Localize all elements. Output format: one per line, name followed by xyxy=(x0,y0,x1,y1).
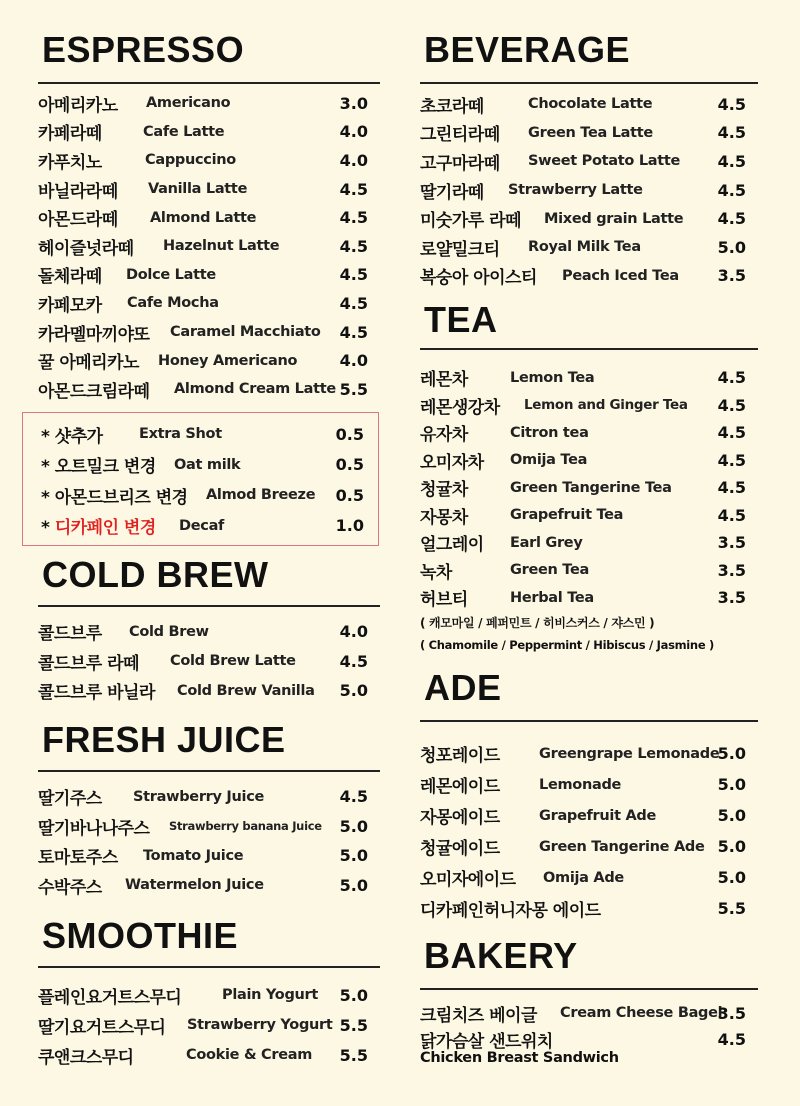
section-title: BEVERAGE xyxy=(424,29,631,70)
item-price: 4.5 xyxy=(339,208,368,228)
item-english: Almond Latte xyxy=(150,209,257,226)
item-korean: 허브티 xyxy=(420,590,468,611)
item-korean: 아몬드라떼 xyxy=(38,210,118,231)
menu-item xyxy=(420,262,758,291)
extras-box xyxy=(22,412,379,546)
item-korean: 고구마라떼 xyxy=(420,153,500,174)
item-price: 4.5 xyxy=(717,1029,746,1049)
item-korean: 딸기주스 xyxy=(38,789,102,810)
item-english: Royal Milk Tea xyxy=(528,239,641,256)
item-english: Honey Americano xyxy=(158,352,298,369)
item-english: Citron tea xyxy=(510,424,589,441)
item-korean: 딸기바나나주스 xyxy=(38,818,150,839)
item-korean: 콜드브루 xyxy=(38,624,102,645)
item-price: 4.5 xyxy=(717,151,746,171)
menu-item xyxy=(38,175,380,204)
item-english: Lemon Tea xyxy=(510,369,595,386)
item-english: Cafe Mocha xyxy=(127,295,219,312)
item-english: Cold Brew xyxy=(129,623,209,640)
menu-item xyxy=(420,502,758,530)
menu-item xyxy=(420,447,758,475)
item-korean: 녹차 xyxy=(420,562,452,583)
item-price: 3.5 xyxy=(717,266,746,286)
item-korean: 청포레이드 xyxy=(420,746,500,766)
item-english: Sweet Potato Latte xyxy=(528,153,681,170)
item-prefix: * xyxy=(41,518,55,539)
section-title: COLD BREW xyxy=(42,554,269,595)
item-english: Cappuccino xyxy=(145,152,236,169)
item-korean: 바닐라라떼 xyxy=(38,181,118,202)
beverage-section xyxy=(420,28,758,290)
item-english: Cream Cheese Bagel xyxy=(560,1005,723,1021)
item-price: 5.0 xyxy=(339,681,368,701)
item-korean: 초코라떼 xyxy=(420,96,484,117)
item-korean: 아몬드크림라떼 xyxy=(38,381,150,402)
item-korean: 얼그레이 xyxy=(420,535,484,556)
menu-item xyxy=(38,375,380,404)
item-price: 5.0 xyxy=(717,744,746,763)
item-english: Earl Grey xyxy=(510,534,583,551)
item-korean: 레몬차 xyxy=(420,370,468,391)
item-english: Caramel Macchiato xyxy=(170,324,321,341)
menu-item xyxy=(420,831,758,862)
item-korean: 콜드브루 바닐라 xyxy=(38,683,155,704)
menu-item xyxy=(38,1010,380,1040)
menu-item xyxy=(420,90,758,119)
item-korean: 토마토주스 xyxy=(38,848,118,869)
ade-section xyxy=(420,666,758,924)
item-english: Green Tangerine Ade xyxy=(539,838,705,855)
item-english: Green Tea Latte xyxy=(528,124,653,141)
item-english: Grapefruit Ade xyxy=(539,807,657,824)
herbal-options-english: ( Chamomile / Peppermint / Hibiscus / Jasmine ) xyxy=(420,637,714,652)
menu-item xyxy=(38,318,380,347)
menu-item xyxy=(38,118,380,147)
item-price: 4.0 xyxy=(339,622,368,642)
item-english: Strawberry Juice xyxy=(133,788,265,805)
menu-item xyxy=(420,119,758,148)
item-price: 0.5 xyxy=(335,424,364,444)
item-korean: 미숫가루 라떼 xyxy=(420,211,521,232)
item-english: Cold Brew Latte xyxy=(170,653,296,670)
item-english: Green Tea xyxy=(510,562,589,579)
item-price: 4.5 xyxy=(339,179,368,199)
item-price: 1.0 xyxy=(335,516,364,536)
menu-item xyxy=(420,364,758,392)
item-korean: 아메리카노 xyxy=(38,95,118,116)
item-korean: 헤이즐넛라떼 xyxy=(38,238,134,259)
item-price: 4.0 xyxy=(339,122,368,142)
smoothie-section xyxy=(38,914,380,1070)
item-price: 5.0 xyxy=(339,816,368,836)
item-price: 0.5 xyxy=(335,455,364,475)
menu-item xyxy=(38,146,380,175)
menu-item xyxy=(38,617,380,647)
item-price: 5.0 xyxy=(717,237,746,257)
tea-section xyxy=(420,298,758,656)
item-english: Greengrape Lemonade xyxy=(539,745,720,762)
item-korean: 로얄밀크티 xyxy=(420,239,500,260)
item-english: Hazelnut Latte xyxy=(163,238,280,255)
menu-item xyxy=(38,812,380,842)
item-korean: 크림치즈 베이글 xyxy=(420,1005,537,1026)
item-english: Strawberry Latte xyxy=(508,182,643,199)
menu-item xyxy=(420,529,758,557)
menu-item xyxy=(38,980,380,1010)
fresh-juice-section xyxy=(38,718,380,900)
item-price: 5.5 xyxy=(339,1045,368,1065)
menu-item xyxy=(38,647,380,677)
item-korean: 오미자에이드 xyxy=(420,870,516,890)
menu-item xyxy=(420,147,758,176)
item-english: Lemonade xyxy=(539,776,622,793)
item-korean: 디카페인 변경 xyxy=(54,518,156,539)
section-title: SMOOTHIE xyxy=(42,915,239,956)
item-price: 4.5 xyxy=(339,322,368,342)
item-english: Grapefruit Tea xyxy=(510,507,624,524)
menu-item xyxy=(38,676,380,706)
menu-item xyxy=(420,998,758,1028)
item-price: 4.5 xyxy=(717,180,746,200)
item-price: 4.5 xyxy=(339,293,368,313)
item-korean: 꿀 아메리카노 xyxy=(38,353,139,374)
item-english: Green Tangerine Tea xyxy=(510,479,672,496)
item-price: 4.5 xyxy=(717,123,746,143)
item-price: 4.5 xyxy=(339,651,368,671)
item-price: 5.5 xyxy=(339,1015,368,1035)
item-english: Almond Cream Latte xyxy=(174,381,336,398)
menu-item xyxy=(38,871,380,901)
menu-item xyxy=(38,346,380,375)
item-price: 3.5 xyxy=(717,588,746,608)
item-english: Peach Iced Tea xyxy=(562,267,679,284)
item-english: Mixed grain Latte xyxy=(544,210,684,227)
item-english: Vanilla Latte xyxy=(148,181,248,198)
item-price: 5.5 xyxy=(717,899,746,918)
item-korean: 복숭아 아이스티 xyxy=(420,268,537,289)
item-english: Strawberry banana Juice xyxy=(169,819,322,834)
menu-item xyxy=(420,584,758,612)
item-price: 5.0 xyxy=(717,837,746,856)
menu-item xyxy=(38,203,380,232)
item-korean: 레몬에이드 xyxy=(420,777,500,797)
menu-item xyxy=(420,474,758,502)
item-price: 0.5 xyxy=(335,485,364,505)
cold-brew-section xyxy=(38,553,380,706)
item-price: 4.5 xyxy=(717,94,746,114)
item-english: Lemon and Ginger Tea xyxy=(524,397,688,414)
menu-item xyxy=(420,419,758,447)
item-price: 4.5 xyxy=(717,395,746,415)
item-korean: 자몽차 xyxy=(420,507,468,528)
item-korean: * 아몬드브리즈 변경 xyxy=(41,487,188,508)
espresso-section xyxy=(38,28,380,404)
item-english: Watermelon Juice xyxy=(125,877,264,894)
menu-item xyxy=(38,232,380,261)
item-korean: 카페라떼 xyxy=(38,124,102,145)
item-korean: 디카페인허니자몽 에이드 xyxy=(420,901,601,921)
item-korean: 카페모카 xyxy=(38,295,102,316)
item-price: 4.5 xyxy=(717,368,746,388)
item-korean: 딸기요거트스무디 xyxy=(38,1017,166,1038)
item-english: Strawberry Yogurt xyxy=(187,1017,333,1033)
item-english: Omija Ade xyxy=(543,869,624,886)
item-price: 4.5 xyxy=(717,209,746,229)
item-korean: 오미자차 xyxy=(420,452,484,473)
extra-item xyxy=(23,480,378,511)
item-price: 5.5 xyxy=(339,379,368,399)
bakery-section xyxy=(420,934,758,1066)
item-korean: 콜드브루 라떼 xyxy=(38,653,139,674)
menu-item xyxy=(38,782,380,812)
item-english: Decaf xyxy=(179,517,225,534)
item-korean: 수박주스 xyxy=(38,877,102,898)
item-english: Almod Breeze xyxy=(206,487,316,504)
item-english: Herbal Tea xyxy=(510,589,594,606)
item-price: 5.0 xyxy=(717,868,746,887)
item-english: Cold Brew Vanilla xyxy=(177,682,315,699)
item-english: Americano xyxy=(146,95,231,112)
section-title: ADE xyxy=(424,667,502,708)
item-korean: 청귤차 xyxy=(420,480,468,501)
item-korean: 쿠앤크스무디 xyxy=(38,1047,134,1068)
section-title: ESPRESSO xyxy=(42,29,245,70)
section-title: FRESH JUICE xyxy=(42,719,286,760)
item-english: Omija Tea xyxy=(510,452,588,469)
menu-item xyxy=(420,862,758,893)
menu-item xyxy=(38,289,380,318)
menu-item xyxy=(420,233,758,262)
item-price: 3.5 xyxy=(717,533,746,553)
item-price: 5.0 xyxy=(717,775,746,794)
item-korean: 유자차 xyxy=(420,425,468,446)
item-price: 3.5 xyxy=(717,560,746,580)
item-price: 5.0 xyxy=(339,846,368,866)
item-english: Oat milk xyxy=(174,456,241,473)
item-korean: 돌체라떼 xyxy=(38,267,102,288)
item-korean: 카푸치노 xyxy=(38,152,102,173)
item-english: Extra Shot xyxy=(139,426,222,443)
item-korean: 카라멜마끼야또 xyxy=(38,324,150,345)
item-korean: 닭가슴살 샌드위치 xyxy=(420,1031,553,1052)
menu-item xyxy=(420,738,758,769)
extra-item xyxy=(23,419,378,450)
item-korean: 레몬생강차 xyxy=(420,397,500,418)
item-korean: 자몽에이드 xyxy=(420,808,500,828)
menu-item xyxy=(38,261,380,290)
menu-item xyxy=(420,893,758,924)
item-price: 4.5 xyxy=(717,505,746,525)
item-price: 3.0 xyxy=(339,93,368,113)
item-price: 5.0 xyxy=(339,875,368,895)
section-title: BAKERY xyxy=(424,935,578,976)
item-price: 4.5 xyxy=(339,236,368,256)
item-price: 3.5 xyxy=(717,1003,746,1023)
section-title: TEA xyxy=(424,299,498,340)
menu-item xyxy=(420,1028,758,1050)
item-price: 4.0 xyxy=(339,150,368,170)
item-price: 4.0 xyxy=(339,351,368,371)
item-price: 5.0 xyxy=(717,806,746,825)
item-price: 4.5 xyxy=(339,787,368,807)
extra-item xyxy=(23,450,378,481)
item-english: Chocolate Latte xyxy=(528,96,653,113)
item-price: 4.5 xyxy=(717,450,746,470)
item-korean: 플레인요거트스무디 xyxy=(38,987,182,1008)
menu-item xyxy=(420,176,758,205)
item-english: Cookie & Cream xyxy=(186,1047,313,1063)
item-korean: 청귤에이드 xyxy=(420,839,500,859)
menu-item xyxy=(420,557,758,585)
item-korean: * 샷추가 xyxy=(41,426,103,447)
herbal-options-korean: ( 캐모마일 / 페퍼민트 / 히비스커스 / 쟈스민 ) xyxy=(420,615,655,630)
menu-item xyxy=(420,800,758,831)
item-price: 4.5 xyxy=(717,478,746,498)
item-price: 4.5 xyxy=(339,265,368,285)
item-english: Chicken Breast Sandwich xyxy=(420,1050,619,1066)
item-price: 4.5 xyxy=(717,423,746,443)
extra-item xyxy=(23,511,378,542)
menu-item xyxy=(420,392,758,420)
item-price: 5.0 xyxy=(339,985,368,1005)
menu-item xyxy=(38,1040,380,1070)
item-korean: * 오트밀크 변경 xyxy=(41,457,156,478)
item-english: Plain Yogurt xyxy=(222,987,319,1003)
item-english: Cafe Latte xyxy=(143,123,225,140)
menu-item xyxy=(38,841,380,871)
item-korean: 딸기라떼 xyxy=(420,182,484,203)
item-english: Tomato Juice xyxy=(143,847,244,864)
item-korean: 그린티라떼 xyxy=(420,125,500,146)
menu-item xyxy=(420,204,758,233)
item-english: Dolce Latte xyxy=(126,266,216,283)
menu-item xyxy=(38,89,380,118)
menu-item xyxy=(420,769,758,800)
